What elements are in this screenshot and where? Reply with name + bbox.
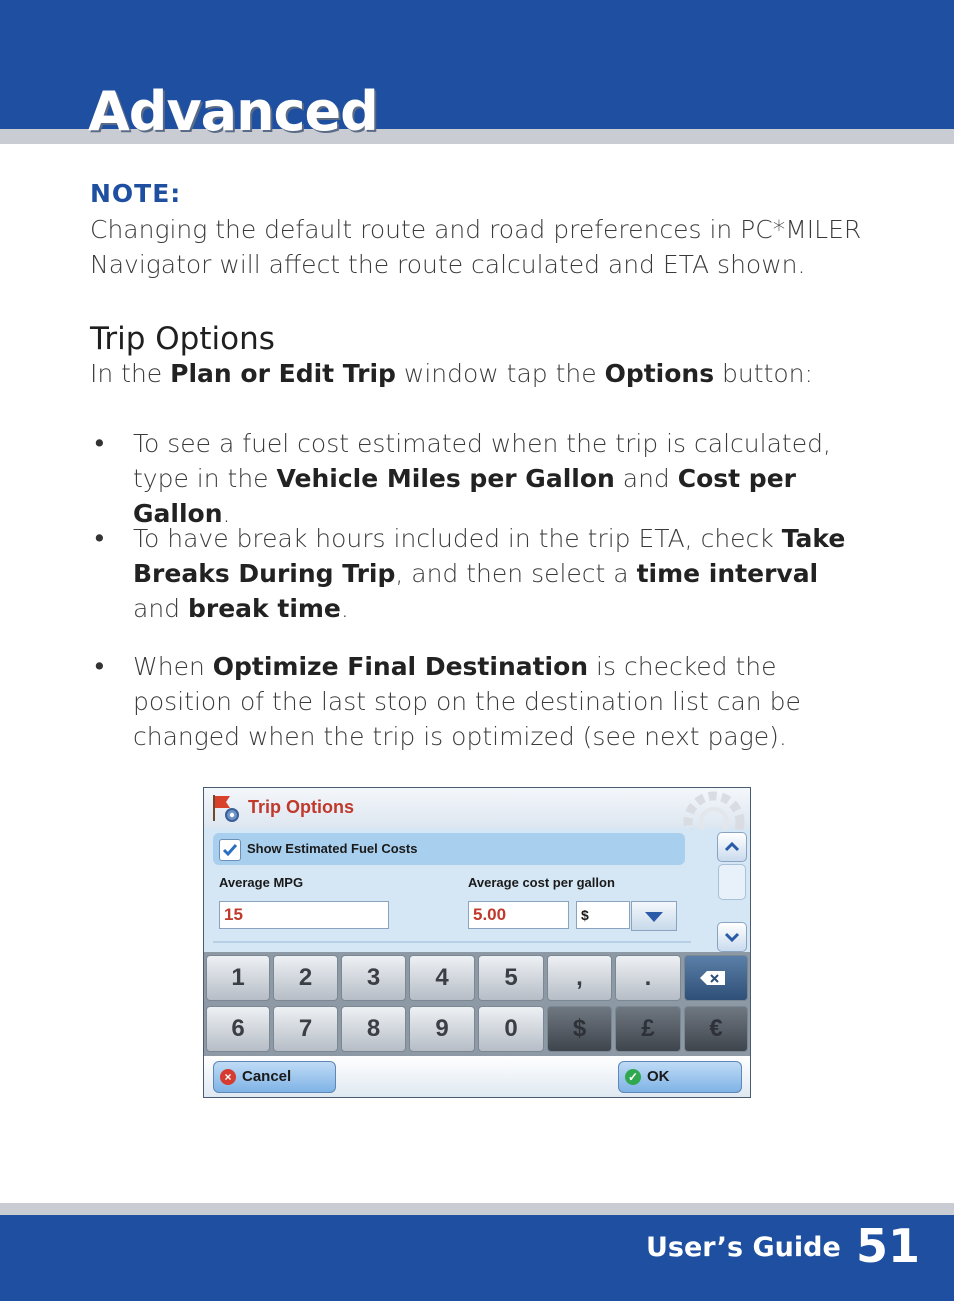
backspace-key[interactable] [684, 955, 748, 1001]
intro-bold-plan: Plan or Edit Trip [170, 359, 396, 388]
bullet-text: and [614, 464, 678, 493]
bullet-fuel [133, 426, 873, 531]
key-euro[interactable]: € [684, 1006, 748, 1052]
note-label: NOTE: [90, 179, 182, 208]
bullet-bold: Cost per Gallon [133, 464, 796, 528]
key-6[interactable]: 6 [206, 1006, 270, 1052]
ok-label: OK [647, 1068, 670, 1085]
trip-options-window [203, 787, 751, 1098]
scrollbar[interactable] [717, 832, 747, 952]
bullet-bold: Take Breaks During Trip [133, 524, 846, 588]
key-5[interactable]: 5 [478, 955, 544, 1001]
page-number: 51 [856, 1219, 921, 1273]
chevron-down-icon [632, 902, 676, 930]
section-title: Trip Options [90, 321, 275, 357]
avg-mpg-input[interactable]: 15 [219, 901, 389, 929]
bullet-breaks [133, 521, 873, 626]
bullet-bold: break time [187, 594, 341, 623]
scroll-down-button[interactable] [717, 922, 747, 952]
bullet-text: . [222, 499, 231, 528]
button-bar [204, 1056, 750, 1097]
chevron-down-icon [718, 923, 746, 951]
avg-cost-input[interactable]: 5.00 [468, 901, 569, 929]
bullet-text: When [133, 652, 213, 681]
footer-guide-label: User’s Guide [646, 1232, 841, 1263]
window-title: Trip Options [248, 797, 354, 817]
bullet-text: To have break hours included in the trip ETA, check [133, 524, 782, 553]
currency-select[interactable]: $ [576, 901, 630, 929]
divider [213, 941, 691, 943]
bullet-text: , and then select a [395, 559, 637, 588]
ok-check-icon: ✓ [625, 1069, 641, 1085]
window-titlebar [204, 788, 750, 828]
intro-text: button: [714, 359, 813, 388]
key-comma[interactable]: , [547, 955, 612, 1001]
section-intro [90, 356, 880, 391]
bullet-bold: Optimize Final Destination [212, 652, 589, 681]
bullet-text: . [340, 594, 349, 623]
key-7[interactable]: 7 [273, 1006, 338, 1052]
bullet-bold: Vehicle Miles per Gallon [276, 464, 615, 493]
bullet-marker: • [92, 524, 107, 553]
cancel-label: Cancel [242, 1068, 292, 1085]
currency-dropdown-button[interactable] [631, 901, 677, 931]
gear-icon [674, 790, 748, 830]
show-fuel-label: Show Estimated Fuel Costs [247, 841, 418, 856]
key-2[interactable]: 2 [273, 955, 338, 1001]
intro-text: In the [90, 359, 171, 388]
cancel-icon: × [220, 1069, 236, 1085]
chapter-title: Advanced [88, 80, 378, 143]
key-3[interactable]: 3 [341, 955, 406, 1001]
cancel-button[interactable] [213, 1061, 336, 1093]
show-fuel-checkbox[interactable] [219, 839, 241, 861]
ok-button[interactable] [618, 1061, 742, 1093]
bullet-marker: • [92, 429, 107, 458]
bullet-text: and [133, 594, 188, 623]
bullet-bold: time interval [636, 559, 819, 588]
show-fuel-costs-row[interactable] [213, 833, 685, 865]
bullet-optimize [133, 649, 873, 754]
key-0[interactable]: 0 [478, 1006, 544, 1052]
key-4[interactable]: 4 [409, 955, 475, 1001]
key-8[interactable]: 8 [341, 1006, 406, 1052]
key-9[interactable]: 9 [409, 1006, 475, 1052]
intro-text: window tap the [395, 359, 605, 388]
scroll-thumb[interactable] [718, 864, 746, 900]
flag-gear-icon [210, 792, 242, 824]
bullet-marker: • [92, 652, 107, 681]
footer-stripe [0, 1203, 954, 1215]
bullet-text: To see a fuel cost estimated when the trip is calculated, type in the [133, 429, 831, 493]
avg-cost-label: Average cost per gallon [468, 875, 615, 890]
key-1[interactable]: 1 [206, 955, 270, 1001]
avg-mpg-label: Average MPG [219, 875, 304, 890]
backspace-icon [685, 956, 747, 1000]
chevron-up-icon [718, 833, 746, 861]
note-text: Changing the default route and road preferences in PC*MILER Navigator will affect the route calculated and ETA shown. [90, 215, 862, 279]
bullet-text: is checked the position of the last stop on the destination list can be changed when the trip is optimized (see next page). [133, 652, 801, 751]
key-dollar[interactable]: $ [547, 1006, 612, 1052]
checkmark-icon [220, 840, 240, 860]
scroll-up-button[interactable] [717, 832, 747, 862]
intro-bold-options: Options [604, 359, 715, 388]
key-pound[interactable]: £ [615, 1006, 681, 1052]
key-period[interactable]: . [615, 955, 681, 1001]
numeric-keypad [204, 952, 750, 1056]
